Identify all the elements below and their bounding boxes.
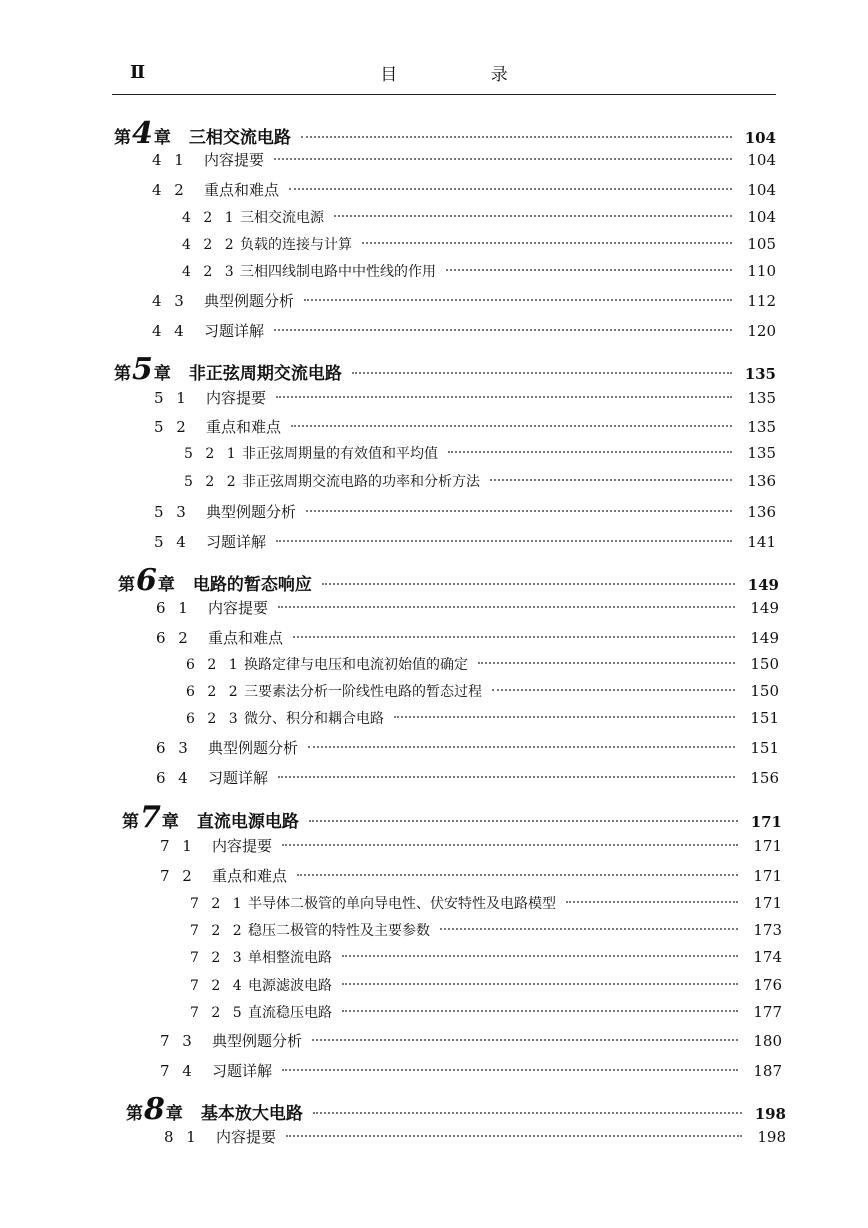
section-title: 典型例题分析: [204, 292, 295, 310]
page-ref: 150: [750, 655, 779, 673]
dot-leader: [394, 716, 735, 718]
chapter-prefix: 第: [118, 575, 135, 595]
toc-entry-section[interactable]: [154, 416, 776, 437]
chapter-number: [114, 116, 171, 151]
page-ref: 149: [750, 599, 779, 617]
section-title: 重点和难点: [206, 418, 282, 436]
toc-entry-sub[interactable]: [186, 654, 779, 674]
dot-leader: [342, 1010, 738, 1012]
dot-leader: [309, 820, 738, 822]
toc-entry-sub[interactable]: [190, 920, 782, 940]
toc-entry-chapter[interactable]: [114, 352, 776, 387]
sub-title: 非正弦周期量的有效值和平均值: [242, 446, 438, 462]
section-number: 5 3: [154, 503, 190, 521]
chapter-number: [118, 563, 175, 598]
toc-entry-sub[interactable]: [190, 893, 782, 913]
section-number: 5 4: [154, 533, 190, 551]
toc-entry-section[interactable]: [156, 767, 779, 788]
sub-title: 电源滤波电路: [248, 978, 332, 994]
sub-number: 4 2 1: [182, 210, 238, 226]
page-ref: 198: [757, 1128, 786, 1146]
section-number: 4 2: [152, 181, 188, 199]
dot-leader: [308, 746, 735, 748]
page-ref: 104: [747, 181, 776, 199]
dot-leader: [352, 372, 732, 374]
page-ref: 120: [747, 322, 776, 340]
page-ref: 171: [753, 837, 782, 855]
dot-leader: [312, 1039, 738, 1041]
page-ref: 171: [750, 813, 782, 831]
page-ref: 105: [747, 235, 776, 253]
chapter-suffix: 章: [153, 128, 171, 148]
toc-entry-section[interactable]: [160, 835, 782, 856]
sub-title: 三要素法分析一阶线性电路的暂态过程: [244, 684, 482, 700]
chapter-prefix: 第: [114, 128, 131, 148]
page-ref: 135: [747, 444, 776, 462]
toc-entry-section[interactable]: [154, 387, 776, 408]
dot-leader: [276, 396, 732, 398]
toc-entry-sub[interactable]: [190, 975, 782, 995]
section-number: 4 4: [152, 322, 188, 340]
toc-entry-chapter[interactable]: [118, 563, 779, 598]
section-number: 4 3: [152, 292, 188, 310]
section-title: 内容提要: [216, 1128, 277, 1146]
dot-leader: [342, 983, 738, 985]
dot-leader: [278, 776, 735, 778]
page-ref: 149: [750, 629, 779, 647]
sub-number: 6 2 1: [186, 657, 242, 673]
chapter-digit: 4: [132, 116, 153, 151]
page-ref: 180: [753, 1032, 782, 1050]
chapter-title: 基本放大电路: [200, 1104, 303, 1124]
toc-entry-sub[interactable]: [182, 234, 776, 254]
sub-title: 非正弦周期交流电路的功率和分析方法: [242, 474, 480, 490]
sub-number: 6 2 3: [186, 711, 242, 727]
section-number: 8 1: [164, 1128, 200, 1146]
dot-leader: [313, 1112, 742, 1114]
sub-number: 5 2 1: [184, 446, 240, 462]
chapter-title: 电路的暂态响应: [192, 575, 312, 595]
page-ref: 135: [747, 389, 776, 407]
dot-leader: [478, 662, 735, 664]
dot-leader: [440, 928, 738, 930]
dot-leader: [362, 242, 732, 244]
toc-entry-sub[interactable]: [186, 681, 779, 701]
section-title: 习题详解: [206, 533, 267, 551]
page-ref: 136: [747, 503, 776, 521]
chapter-suffix: 章: [153, 364, 171, 384]
chapter-title: 非正弦周期交流电路: [188, 364, 342, 384]
section-number: 6 3: [156, 739, 192, 757]
sub-number: 6 2 2: [186, 684, 242, 700]
toc-entry-sub[interactable]: [186, 708, 779, 728]
section-title: 内容提要: [206, 389, 267, 407]
toc-entry-sub[interactable]: [184, 443, 776, 463]
section-number: 5 2: [154, 418, 190, 436]
toc-entry-section[interactable]: [160, 865, 782, 886]
toc-entry-section[interactable]: [156, 597, 779, 618]
dot-leader: [322, 583, 735, 585]
dot-leader: [334, 215, 732, 217]
page-ref: 174: [753, 948, 782, 966]
page-ref: 176: [753, 976, 782, 994]
dot-leader: [274, 329, 732, 331]
dot-leader: [304, 299, 732, 301]
page-ref: 151: [750, 739, 779, 757]
sub-title: 负载的连接与计算: [240, 237, 352, 253]
sub-title: 直流稳压电路: [248, 1005, 332, 1021]
sub-number: 5 2 2: [184, 474, 240, 490]
section-number: 6 2: [156, 629, 192, 647]
chapter-digit: 8: [144, 1092, 165, 1127]
sub-title: 三相交流电源: [240, 210, 324, 226]
chapter-digit: 7: [140, 800, 161, 835]
section-title: 内容提要: [212, 837, 273, 855]
page-ref: 104: [744, 129, 776, 147]
toc-entry-section[interactable]: [154, 501, 776, 522]
section-title: 重点和难点: [208, 629, 284, 647]
page-ref: 104: [747, 208, 776, 226]
toc-entry-section[interactable]: [164, 1126, 786, 1147]
toc-entry-section[interactable]: [160, 1030, 782, 1051]
dot-leader: [276, 540, 732, 542]
sub-number: 7 2 1: [190, 896, 246, 912]
toc-entry-sub[interactable]: [182, 207, 776, 227]
toc-entry-chapter[interactable]: [126, 1092, 786, 1127]
toc-entry-section[interactable]: [152, 320, 776, 341]
dot-leader: [446, 269, 732, 271]
page-ref: 150: [750, 682, 779, 700]
page-ref: 135: [747, 418, 776, 436]
toc-entry-section[interactable]: [152, 290, 776, 311]
page-ref: 141: [747, 533, 776, 551]
section-title: 重点和难点: [212, 867, 288, 885]
toc-entry-sub[interactable]: [190, 947, 782, 967]
dot-leader: [342, 955, 738, 957]
chapter-number: [122, 800, 179, 835]
section-title: 内容提要: [204, 151, 265, 169]
sub-title: 半导体二极管的单向导电性、伏安特性及电路模型: [248, 896, 556, 912]
section-title: 重点和难点: [204, 181, 280, 199]
section-number: 7 3: [160, 1032, 196, 1050]
page-ref: 177: [753, 1003, 782, 1021]
section-number: 7 4: [160, 1062, 196, 1080]
dot-leader: [490, 479, 732, 481]
toc-entry-section[interactable]: [154, 531, 776, 552]
sub-number: 4 2 3: [182, 264, 238, 280]
chapter-digit: 6: [136, 563, 157, 598]
page-ref: 187: [753, 1062, 782, 1080]
dot-leader: [274, 158, 732, 160]
sub-title: 单相整流电路: [248, 950, 332, 966]
sub-number: 7 2 3: [190, 950, 246, 966]
section-title: 习题详解: [204, 322, 265, 340]
chapter-number: [126, 1092, 183, 1127]
page-title: 目 录: [380, 65, 552, 85]
section-title: 习题详解: [208, 769, 269, 787]
sub-number: 7 2 4: [190, 978, 246, 994]
dot-leader: [278, 606, 735, 608]
sub-number: 4 2 2: [182, 237, 238, 253]
section-number: 5 1: [154, 389, 190, 407]
chapter-suffix: 章: [157, 575, 175, 595]
chapter-title: 三相交流电路: [188, 128, 291, 148]
chapter-prefix: 第: [122, 812, 139, 832]
sub-number: 7 2 5: [190, 1005, 246, 1021]
sub-title: 稳压二极管的特性及主要参数: [248, 923, 430, 939]
page-ref: 110: [747, 262, 776, 280]
section-title: 内容提要: [208, 599, 269, 617]
toc-entry-section[interactable]: [160, 1060, 782, 1081]
page-ref: 151: [750, 709, 779, 727]
toc-entry-section[interactable]: [152, 149, 776, 170]
page-ref: 104: [747, 151, 776, 169]
toc-entry-section[interactable]: [152, 179, 776, 200]
dot-leader: [291, 425, 732, 427]
section-number: 7 2: [160, 867, 196, 885]
dot-leader: [306, 510, 732, 512]
section-number: 6 4: [156, 769, 192, 787]
page-ref: 173: [753, 921, 782, 939]
dot-leader: [282, 1069, 738, 1071]
toc-entry-section[interactable]: [156, 627, 779, 648]
toc-entry-sub[interactable]: [182, 261, 776, 281]
sub-title: 微分、积分和耦合电路: [244, 711, 384, 727]
sub-title: 换路定律与电压和电流初始值的确定: [244, 657, 468, 673]
section-number: 7 1: [160, 837, 196, 855]
toc-entry-chapter[interactable]: [122, 800, 782, 835]
dot-leader: [492, 689, 735, 691]
dot-leader: [301, 136, 732, 138]
page-ref: 171: [753, 867, 782, 885]
dot-leader: [286, 1135, 742, 1137]
page-ref: 136: [747, 472, 776, 490]
section-number: 4 1: [152, 151, 188, 169]
dot-leader: [289, 188, 732, 190]
page-number: Ⅱ: [130, 62, 146, 83]
section-title: 典型例题分析: [212, 1032, 303, 1050]
chapter-title: 直流电源电路: [196, 812, 299, 832]
sub-number: 7 2 2: [190, 923, 246, 939]
toc-entry-sub[interactable]: [184, 471, 776, 491]
page-ref: 149: [747, 576, 779, 594]
page-ref: 171: [753, 894, 782, 912]
page-ref: 112: [747, 292, 776, 310]
page-ref: 156: [750, 769, 779, 787]
dot-leader: [297, 874, 738, 876]
toc-entry-sub[interactable]: [190, 1002, 782, 1022]
chapter-prefix: 第: [114, 364, 131, 384]
dot-leader: [282, 844, 738, 846]
chapter-number: [114, 352, 171, 387]
chapter-suffix: 章: [165, 1104, 183, 1124]
page-ref: 135: [744, 365, 776, 383]
section-title: 习题详解: [212, 1062, 273, 1080]
dot-leader: [448, 451, 732, 453]
toc-entry-chapter[interactable]: [114, 116, 776, 151]
sub-title: 三相四线制电路中中性线的作用: [240, 264, 436, 280]
page-ref: 198: [754, 1105, 786, 1123]
chapter-prefix: 第: [126, 1104, 143, 1124]
dot-leader: [566, 901, 738, 903]
section-title: 典型例题分析: [208, 739, 299, 757]
section-number: 6 1: [156, 599, 192, 617]
dot-leader: [293, 636, 735, 638]
section-title: 典型例题分析: [206, 503, 297, 521]
chapter-digit: 5: [132, 352, 153, 387]
toc-entry-section[interactable]: [156, 737, 779, 758]
chapter-suffix: 章: [161, 812, 179, 832]
